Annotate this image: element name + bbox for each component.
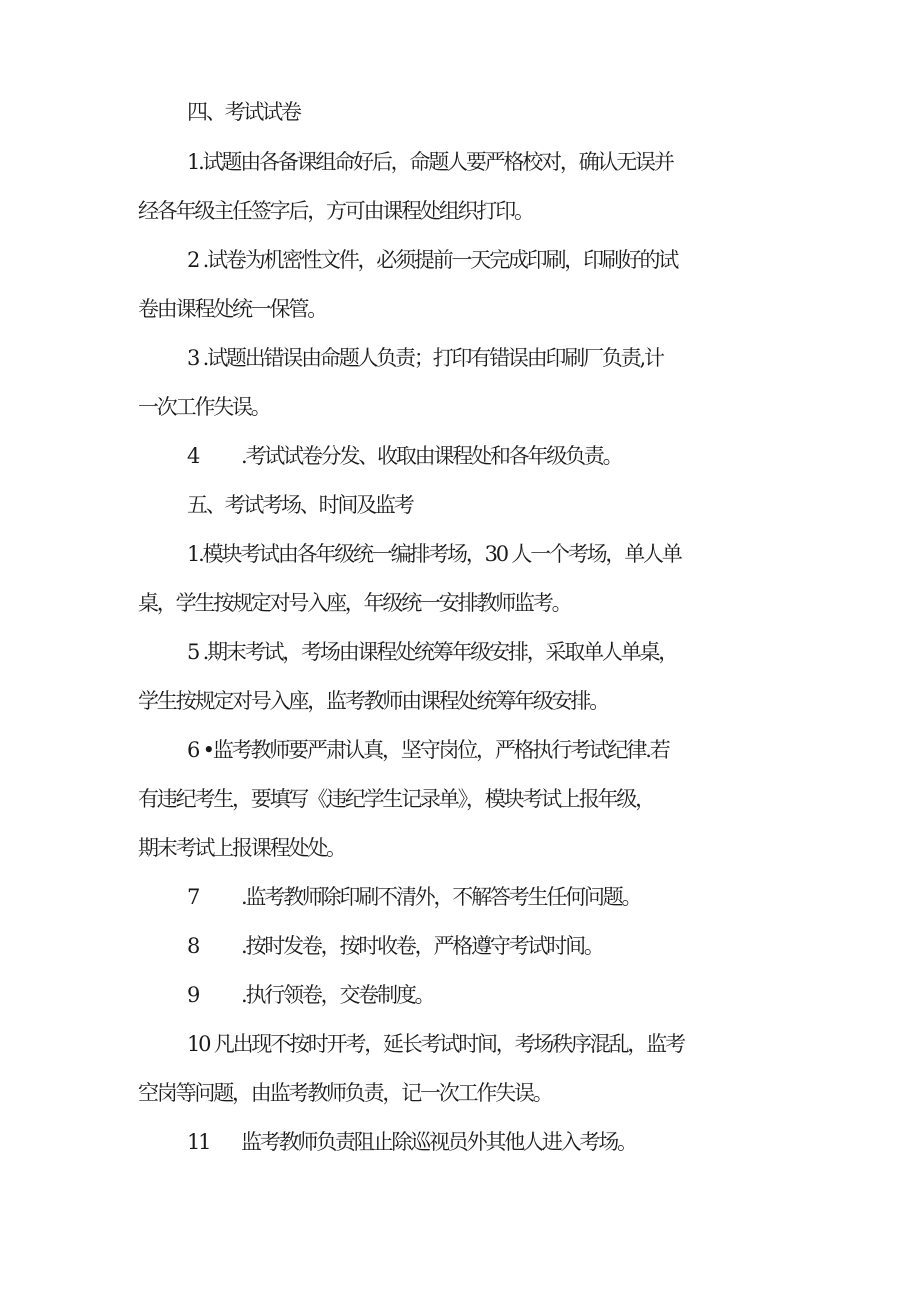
item-number: 11	[187, 1130, 210, 1154]
section-heading: 四、考试试卷	[187, 100, 300, 124]
paragraph-line: 学生按规定对号入座，监考教师由课程处统筹年级安排。	[138, 689, 608, 713]
item-text: .按时发卷，按时收卷，严格遵守考试时间。	[241, 934, 603, 958]
paragraph-line: 期末考试上报课程处处。	[138, 836, 345, 860]
item-number: 7	[187, 885, 199, 909]
item-text: .执行领卷，交卷制度。	[241, 983, 434, 1007]
item-number: 4	[187, 444, 199, 468]
paragraph-line: 2 .试卷为机密性文件，必须提前一天完成印刷，印刷好的试	[187, 248, 678, 272]
paragraph-line: 10 凡出现不按时开考，延长考试时间，考场秩序混乱，监考	[187, 1032, 684, 1056]
item-text: .考试试卷分发、收取由课程处和各年级负责。	[241, 444, 622, 468]
item-text: .监考教师除印刷不清外，不解答考生任何问题。	[241, 885, 641, 909]
paragraph-line: 6 •监考教师要严肃认真，坚守岗位，严格执行考试纪律.若	[187, 738, 669, 762]
paragraph-line: 1.试题由各备课组命好后，命题人要严格校对，确认无误并	[187, 150, 673, 174]
item-number: 9	[187, 983, 199, 1007]
paragraph-line: 卷由课程处统一保管。	[138, 297, 326, 321]
paragraph-line: 经各年级主任签字后，方可由课程处组织打印。	[138, 199, 533, 223]
paragraph-line: 桌，学生按规定对号入座，年级统一安排教师监考。	[138, 591, 571, 615]
paragraph-line: 一次工作失误。	[138, 395, 270, 419]
paragraph-line: 有违纪考生，要填写《违纪学生记录单》，模块考试上报年级，	[138, 787, 654, 811]
paragraph-line	[0, 931, 920, 961]
paragraph-line: 5 .期末考试，考场由课程处统筹年级安排，采取单人单桌，	[187, 640, 678, 664]
paragraph-line: 3 .试题出错误由命题人负责；打印有错误由印刷厂负责,计	[187, 346, 663, 370]
paragraph-line: 空岗等问题，由监考教师负责，记一次工作失误。	[138, 1081, 552, 1105]
paragraph-line	[0, 441, 920, 471]
item-number: 8	[187, 934, 199, 958]
paragraph-line	[0, 980, 920, 1010]
paragraph-line: 1.模块考试由各年级统一编排考场，30 人一个考场，单人单	[187, 542, 681, 566]
section-heading: 五、考试考场、时间及监考	[187, 493, 413, 517]
item-text: 监考教师负责阻止除巡视员外其他人进入考场。	[241, 1130, 636, 1154]
paragraph-line	[0, 1127, 920, 1157]
paragraph-line	[0, 882, 920, 912]
